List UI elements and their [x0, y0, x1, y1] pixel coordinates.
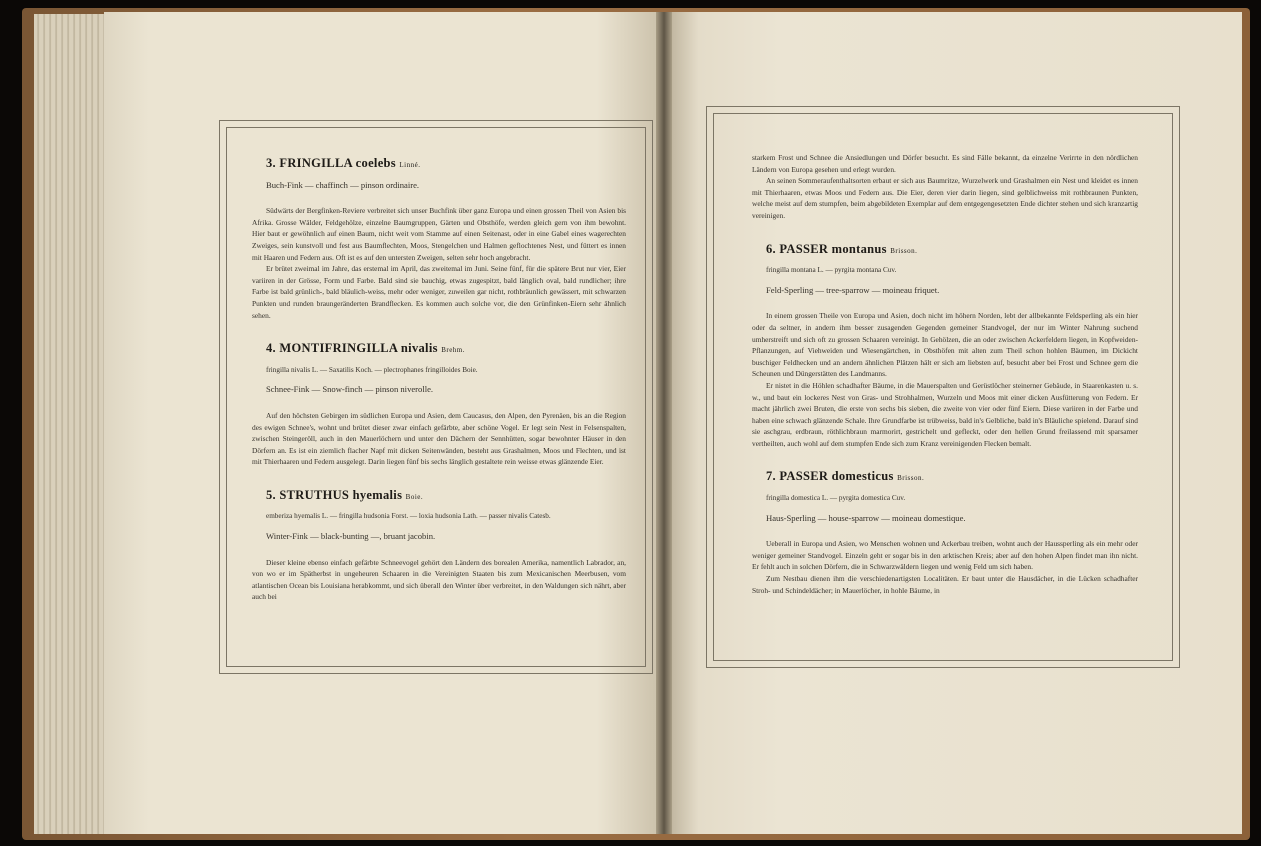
paragraph: starkem Frost und Schnee die Ansiedlungen und Dörfer besucht. Es sind Fälle bekannt, da einzelne Verirrte in den nördlichen Ländern von Europa gesehen und erlegt wurden.	[752, 153, 1138, 174]
heading-author: Brehm.	[441, 346, 466, 355]
heading-text: 7. PASSER domesticus	[766, 469, 894, 484]
paragraph: Er nistet in die Höhlen schadhafter Bäume, in die Mauerspalten und Gerüstlöcher steinerner Gebäude, in Staarenkasten u. s. w., und baut ein lockeres Nest von Gras- und Strohhalmen, Wurzeln und Moos mit einer dicken Ausfütterung von Federn. Er macht jährlich zwei Bruten, die erste von sechs bis sieben, die zweite von vier oder fünf Eiern. Diese variiren in der Farbe und haben eine schwach glänzende Schale. Ihre Grundfarbe ist trübweiss, bald in's Gelbliche, bald in's Bläuliche spielend. Darauf sind sie aschgrau, erdbraun, röthlichbraun marmorirt, gestrichelt und gefleckt, oder den hellen Grund freilassend mit sparsamer vertheilten, auch wohl auf dem stumpfen Ende sich zum Kranz vereinigenden Flecken bemalt.	[752, 380, 1138, 448]
vernacular-names: Buch-Fink — chaffinch — pinson ordinaire.	[266, 179, 420, 190]
book-gutter	[656, 12, 672, 834]
paragraph: Zum Nestbau dienen ihm die verschiedenartigsten Localitäten. Er baut unter die Hausdächer, in die Lücken schadhafter Stroh- und Schindeldächer; in Mauerlöcher, in hohle Bäume, in	[752, 574, 1138, 595]
synonyms: fringilla nivalis L. — Saxatilis Koch. — plectrophanes fringilloides Boie.	[266, 365, 478, 374]
paragraph: Ueberall in Europa und Asien, wo Menschen wohnen und Ackerbau treiben, wohnt auch der Haussperling als ein mehr oder weniger gemeiner Standvogel. Einzeln geht er sogar bis in den arktischen Kreis; aber auf den hohen Alpen findet man ihn nicht. Er fehlt auch in solchen Dörfern, die in Schwarzwäldern liegen und wenig Feld um sich haben.	[752, 539, 1138, 572]
right-page-text	[752, 152, 1138, 596]
heading-author: Boie.	[405, 492, 424, 501]
heading-fringilla-coelebs	[252, 158, 626, 172]
left-page	[104, 12, 664, 834]
page-edges	[34, 14, 114, 834]
vernacular-names: Haus-Sperling — house-sparrow — moineau domestique.	[766, 512, 966, 523]
paragraph: Südwärts der Bergfinken-Reviere verbreitet sich unser Buchfink über ganz Europa und einen grossen Theil von Asien bis Afrika. Grosse Wälder, Feldgehölze, einzelne Baumgruppen, Gärten und Obsthöfe, werden gleich gern von ihm bewohnt. Hier baut er gewöhnlich auf einen Baum, nicht weit vom Stamme auf einen Seitenast, oder in eine Gabel eines wagerechten Zweiges, sein kunstvoll und fest aus Baumflechten, Moos, Stengelchen und Halmen geflochtenes Nest, und füttert es innen mit Haaren und Federn aus. Oft ist es auf den untersten Zweigen, selten sehr hoch angebracht.	[252, 206, 626, 262]
heading-passer-montanus	[752, 241, 1138, 258]
heading-text: 4. MONTIFRINGILLA nivalis	[266, 341, 438, 356]
heading-text: 5. STRUTHUS hyemalis	[266, 487, 403, 502]
vernacular-names: Winter-Fink — black-bunting —, bruant jacobin.	[266, 531, 436, 542]
heading-author: Linné.	[399, 161, 421, 169]
heading-struthus-hyemalis	[252, 487, 626, 504]
heading-author: Brisson.	[890, 246, 918, 255]
heading-text: 3. FRINGILLA coelebs	[266, 156, 396, 170]
paragraph: In einem grossen Theile von Europa und Asien, doch nicht im höhern Norden, lebt der allbekannte Feldsperling als ein hier oder da seltner, in andern ihm besser zusagenden Gegenden gemeiner Standvogel, der nur im Winter Nahrung suchend umherstreift und sich oft zu grossen Schaaren vereinigt. In Gehölzen, die an oder zwischen Ackerfeldern liegen, in Kopfweiden-Pflanzungen, auf Viehweiden und Wiesengärtchen, in Obsthöfen mit alten zum Theil schon hohlen Bäumen, im Dickicht buschiger Feldhecken und an andern ähnlichen Plätzen hält er sich am liebsten auf, besucht aber bei Frost und Schnee gern die Scheunen und Düngerstätten des Landmanns.	[752, 311, 1138, 379]
synonyms: fringilla domestica L. — pyrgita domestica Cuv.	[766, 494, 906, 503]
heading-montifringilla-nivalis	[252, 343, 626, 357]
right-page	[664, 12, 1242, 834]
vernacular-names: Feld-Sperling — tree-sparrow — moineau friquet.	[766, 284, 940, 295]
heading-author: Brisson.	[897, 474, 925, 483]
paragraph: An seinen Sommeraufenthaltsorten erbaut er sich aus Baumritze, Wurzelwerk und Grashalmen ein Nest und kleidet es innen mit Thierhaaren, etwas Moos und Federn aus. Die Eier, deren vier darin liegen, sind gelblichweiss mit rothbraunen Punkten, welche meist auf dem stumpfen, beim abgebildeten Exemplar auf dem entgegengesetzten Ende dichter stehen und sich kranzartig vereinigen.	[752, 176, 1138, 220]
heading-text: 6. PASSER montanus	[766, 241, 887, 256]
synonyms: emberiza hyemalis L. — fringilla hudsonia Forst. — loxia hudsonia Lath. — passer nivalis Catesb.	[266, 512, 551, 521]
vernacular-names: Schnee-Fink — Snow-finch — pinson niverolle.	[266, 384, 434, 395]
paragraph: Dieser kleine ebenso einfach gefärbte Schneevogel gehört den Ländern des borealen Amerika, namentlich Labrador, an, von wo er im Spätherbst in ungeheuren Schaaren in die Vereinigten Staaten bis zum Mexicanischen Meerbusen, vom atlantischen Ocean bis Louisiana herabkommt, und sich überall den Winter über verbreitet, in den Waldungen sich nährt, aber auch bei	[252, 557, 626, 602]
paragraph: Auf den höchsten Gebirgen im südlichen Europa und Asien, dem Caucasus, den Alpen, den Pyrenäen, bis an die Region des ewigen Schnee's, wohnt und brütet dieser zwar einfach gefärbte, aber schöne Vogel. Er legt sein Nest in Felsenspalten, zwischen Steingeröll, auch in den Mauerlöchern und unter den Dächern der Sennhütten, sogar bewohnter Häuser in den Dörfern an. Es ist ein ziemlich flacher Napf mit dicken Seitenwänden, besteht aus Grashalmen, Moos und Flechten, und ist mit Thierhaaren und Federn ausgelegt. Darin liegen fünf bis sechs länglich gestaltete rein weisse etwas glänzende Eier.	[252, 410, 626, 467]
synonyms: fringilla montana L. — pyrgita montana Cuv.	[766, 266, 897, 275]
paragraph: Er brütet zweimal im Jahre, das erstemal im April, das zweitemal im Juni. Seine fünf, für die spätere Brut nur vier, Eier variiren in der Grösse, Form und Farbe. Bald sind sie bauchig, etwas zugespitzt, bald länglich oval, bald rundlicher; ihre Farbe ist bald grünlich-, bald bläulich-weiss, mehr oder weniger, zuweilen gar nicht, rothbräunlich gewässert, mit schwarzen Punkten und runden braungeränderten Brandflecken. Es kommen auch solche vor, die den Grünfinken-Eiern sehr ähnlich sehen.	[252, 264, 626, 320]
heading-passer-domesticus	[752, 471, 1138, 485]
left-page-text	[252, 158, 626, 603]
